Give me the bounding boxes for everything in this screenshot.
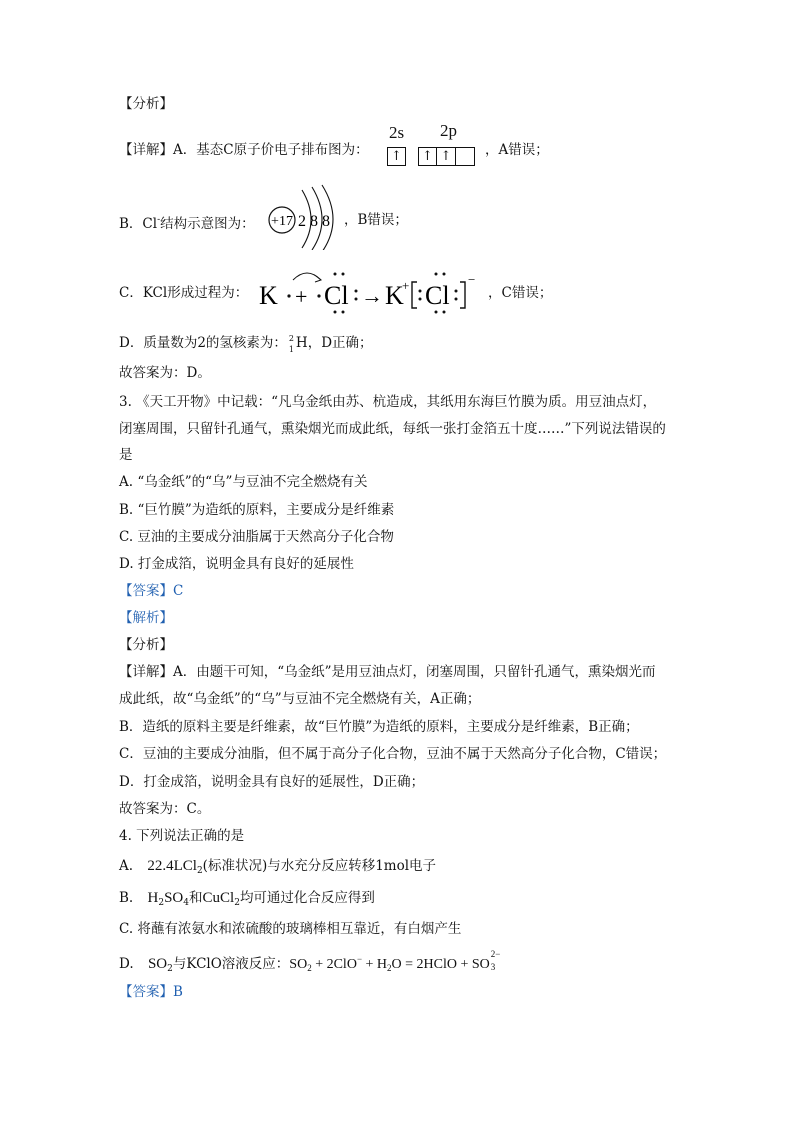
nucleus-label: +17: [271, 214, 293, 229]
mass-number: 2: [288, 334, 295, 343]
detail-b-prefix: B．Cl: [119, 216, 158, 232]
q4-d-label: D.: [119, 956, 134, 972]
q4-d-so-sub: 2: [167, 964, 173, 974]
detail-c-suffix: ，C错误；: [488, 285, 553, 301]
eq-sulfite-indices: [490, 949, 506, 972]
atomic-number: 1: [288, 345, 295, 354]
q4-stem: 4. 下列说法正确的是: [119, 828, 245, 844]
detail-a-text: 【详解】A．基态C原子价电子排布图为：: [119, 142, 369, 158]
q4-option-a: [119, 857, 436, 880]
detail-d-text: D．质量数为2的氢核素为：: [119, 335, 287, 351]
q3-option-b: B. “巨竹膜”为造纸的原料，主要成分是纤维素: [119, 502, 395, 518]
q3-stem-line3: 是: [119, 447, 133, 463]
q4-b-h: H: [147, 890, 159, 906]
q4-b-and: 和: [189, 890, 203, 906]
chloride-charge: -: [157, 215, 161, 225]
q4-option-c: C. 将蘸有浓氨水和浓硫酸的玻璃棒相互靠近，有白烟产生: [119, 921, 462, 937]
q4-d-mid: 与KClO溶液反应：: [172, 956, 290, 972]
hydrogen-symbol: H: [295, 335, 308, 351]
detail-d-line: [119, 334, 373, 352]
q4-option-d: [119, 950, 506, 978]
nuclide-notation: [287, 334, 296, 352]
q3-analysis-heading: 【分析】: [119, 637, 173, 653]
detail-b-suffix: ，B错误；: [344, 212, 408, 228]
lewis-arrow: →: [361, 283, 383, 308]
q3-stem-line1: 3. 《天工开物》中记载：“凡乌金纸由苏、杭造成，其纸用东海巨竹膜为质。用豆油点灯，: [119, 394, 657, 410]
detail-a-line: [119, 141, 369, 159]
q3-final-answer: 故答案为：C。: [119, 801, 211, 817]
q4-a-label: A.: [119, 858, 134, 874]
q4-a-text: (标准状况)与水充分反应转移1mol电子: [202, 858, 437, 874]
eq-clo-charge: −: [356, 954, 363, 964]
orbital-2p-label: 2p: [440, 121, 457, 140]
eq-sulfite-charge: 2−: [490, 949, 501, 959]
orbital-2s-box: [387, 147, 406, 166]
q3-jiexi-heading: 【解析】: [119, 610, 173, 626]
q4-b-label: B.: [119, 890, 134, 906]
q4-b-text: 均可通过化合反应得到: [239, 890, 375, 906]
eq-so-sub: 2: [307, 963, 312, 973]
q4-d-so: SO: [147, 956, 168, 972]
q3-stem-line2: 闭塞周围，只留针孔通气，熏染烟光而成此纸，每纸一张打金箔五十度……”下列说法错误的: [119, 421, 666, 437]
eq-h-sub: 2: [387, 963, 392, 973]
q4-b-so-sub: 4: [183, 898, 190, 908]
q4-d-equation: [289, 949, 505, 973]
chloride-structure-diagram: [262, 182, 342, 250]
lewis-plus: +: [295, 284, 308, 309]
q4-a-sub: 2: [196, 866, 203, 876]
q4-b-h-sub: 2: [158, 898, 165, 908]
eq-clo: + 2ClO: [311, 957, 357, 972]
q4-b-cucl-sub: 2: [234, 898, 240, 908]
detail-b-mid: 结构示意图为：: [160, 216, 255, 232]
kcl-formation-diagram: [255, 266, 487, 316]
q4-a-amount: 22.4LCl: [147, 858, 197, 874]
eq-h: + H: [362, 957, 388, 972]
detail-c-line: C．KCl形成过程为：: [119, 285, 249, 301]
q4-b-cucl: CuCl: [202, 890, 235, 906]
orbital-arrow-up-icon: ↑: [418, 147, 437, 166]
q3-detail-line4: C．豆油的主要成分油脂，但不属于高分子化合物，豆油不属于天然高分子化合物，C错误；: [119, 746, 667, 762]
q4-answer: 【答案】B: [119, 984, 183, 1000]
lewis-k: K: [259, 281, 278, 310]
lewis-cl: Cl: [324, 281, 349, 310]
detail-a-suffix: ，A错误；: [485, 142, 549, 158]
q3-option-a: A. “乌金纸”的“乌”与豆油不完全燃烧有关: [119, 474, 368, 490]
detail-d-suffix: ，D正确；: [307, 335, 373, 351]
orbital-empty-box: [456, 147, 475, 166]
orbital-arrow-up-icon: ↑: [437, 147, 456, 166]
q3-detail-line5: D．打金成箔，说明金具有良好的延展性，D正确；: [119, 774, 425, 790]
electron-shells: 2 8 8: [298, 213, 330, 230]
orbital-2s-label: 2s: [389, 123, 405, 142]
analysis-heading: 【分析】: [119, 96, 173, 112]
answer-line-q2: 故答案为：D。: [119, 365, 211, 381]
eq-sulfite-sub: 3: [490, 962, 496, 972]
q4-b-so: SO: [164, 890, 184, 906]
orbital-2p-boxes: [418, 147, 475, 166]
lewis-cl-ion: Cl: [425, 281, 450, 310]
q3-option-d: D. 打金成箔，说明金具有良好的延展性: [119, 556, 354, 572]
eq-products: O = 2HClO + SO: [391, 957, 490, 972]
q3-detail-line1: 【详解】A．由题干可知，“乌金纸”是用豆油点灯，闭塞周围，只留针孔通气，熏染烟光而: [119, 664, 656, 680]
q3-detail-line3: B．造纸的原料主要是纤维素，故“巨竹膜”为造纸的原料，主要成分是纤维素，B正确；: [119, 719, 639, 735]
lewis-k-charge: +: [402, 278, 410, 293]
eq-so: SO: [289, 957, 308, 972]
q4-option-b: [119, 889, 375, 912]
q3-option-c: C. 豆油的主要成分油脂属于天然高分子化合物: [119, 529, 394, 545]
orbital-arrow-up-icon: ↑: [387, 147, 406, 166]
detail-b-line: [119, 211, 255, 233]
q3-detail-line2: 成此纸，故“乌金纸”的“乌”与豆油不完全燃烧有关，A正确；: [119, 691, 481, 707]
q3-answer: 【答案】C: [119, 583, 184, 599]
lewis-cl-charge: −: [468, 272, 476, 287]
lewis-k-ion: K: [385, 281, 404, 310]
